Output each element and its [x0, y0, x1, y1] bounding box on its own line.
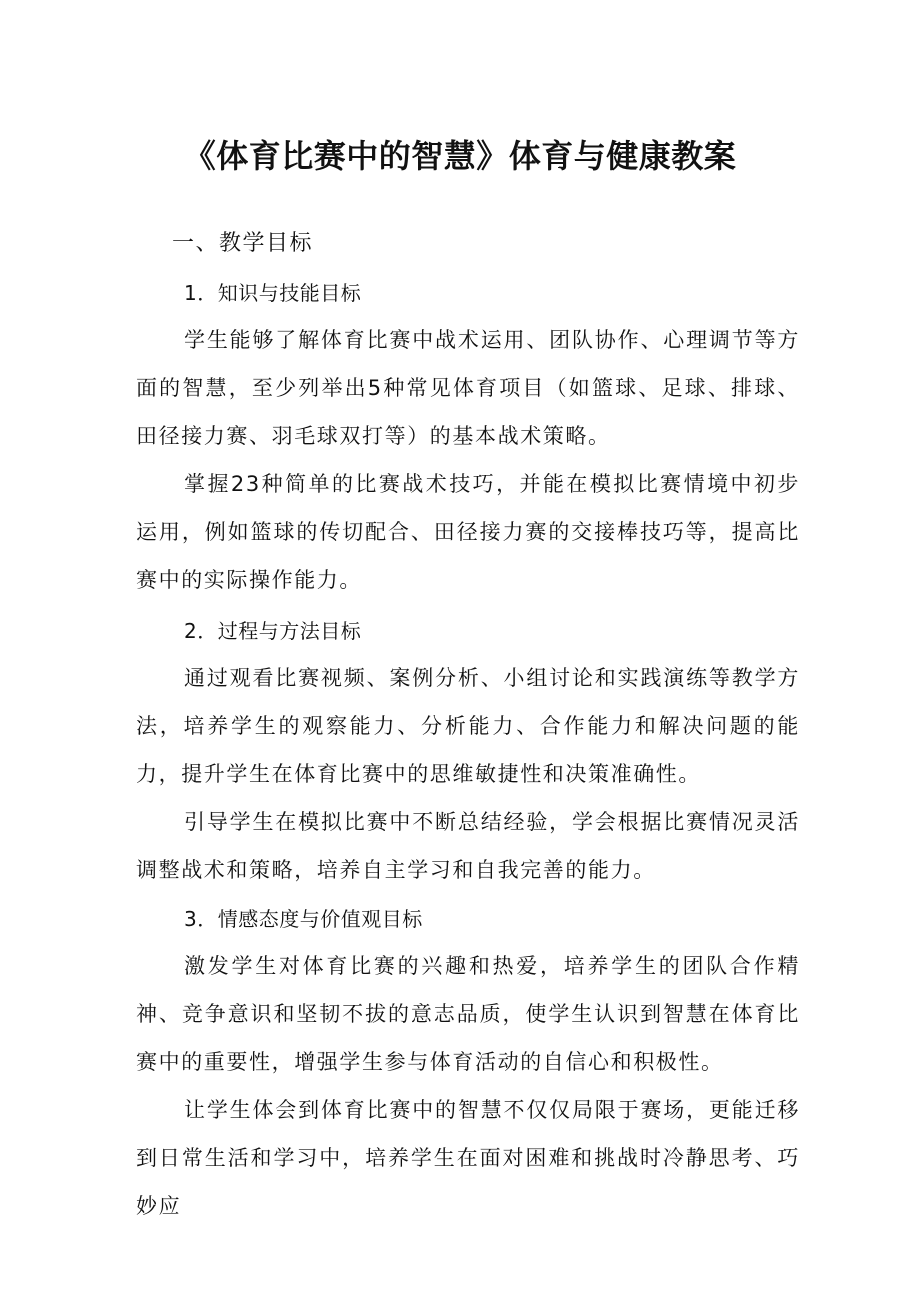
paragraph: 激发学生对体育比赛的兴趣和热爱，培养学生的团队合作精神、竞争意识和坚韧不拔的意志品质，使学生认识到智慧在体育比赛中的重要性，增强学生参与体育活动的自信心和积极性。: [136, 954, 800, 1074]
document-title: 《体育比赛中的智慧》体育与健康教案: [183, 137, 737, 175]
paragraph: 学生能够了解体育比赛中战术运用、团队协作、心理调节等方面的智慧，至少列举出5种常见体育项目（如篮球、足球、排球、田径接力赛、羽毛球双打等）的基本战术策略。: [136, 328, 800, 448]
subsection-heading-knowledge: 1．知识与技能目标: [184, 281, 362, 305]
section-heading: 一、教学目标: [172, 231, 314, 256]
paragraph: 让学生体会到体育比赛中的智慧不仅仅局限于赛场，更能迁移到日常生活和学习中，培养学生在面对困难和挑战时冷静思考、巧妙应: [136, 1098, 800, 1218]
subsection-heading-process: 2．过程与方法目标: [184, 619, 362, 643]
paragraph: 掌握23种简单的比赛战术技巧，并能在模拟比赛情境中初步运用，例如篮球的传切配合、田径接力赛的交接棒技巧等，提高比赛中的实际操作能力。: [136, 472, 800, 592]
paragraph: 引导学生在模拟比赛中不断总结经验，学会根据比赛情况灵活调整战术和策略，培养自主学习和自我完善的能力。: [136, 810, 800, 882]
subsection-heading-values: 3．情感态度与价值观目标: [184, 907, 423, 931]
paragraph: 通过观看比赛视频、案例分析、小组讨论和实践演练等教学方法，培养学生的观察能力、分析能力、合作能力和解决问题的能力，提升学生在体育比赛中的思维敏捷性和决策准确性。: [136, 666, 800, 786]
